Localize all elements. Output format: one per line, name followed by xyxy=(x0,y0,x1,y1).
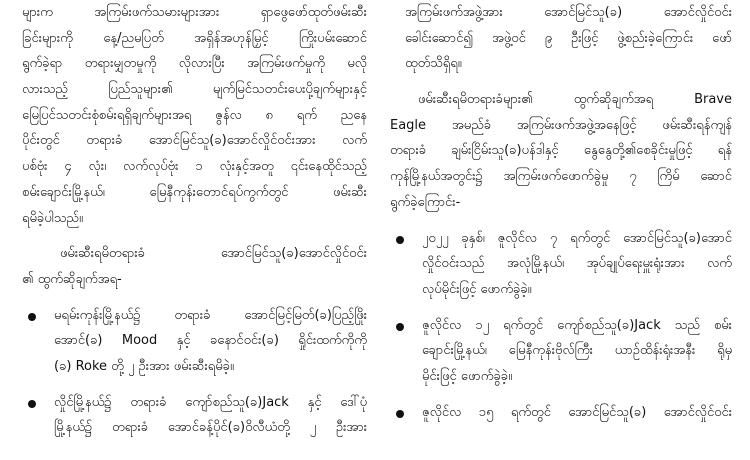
body-line: ကုန်မြို့နယ်အတွင်း၌ အကြမ်းဖက်ဖောက်ခွဲမှု ၇ ကြိမ် ဆောင် xyxy=(390,169,732,185)
bullet-line: မရမ်းကုန်းမြို့နယ်၌ တရားခံ အောင်မြင့်မြတ်(ခ)ပြည့်ဖြိုး xyxy=(54,307,367,323)
bullet-line: မိုင်းဖြင့် ဖောက်ခွဲခဲ့။ xyxy=(422,368,513,384)
body-line: ခြင်းများကို နေ့/ညမပြတ် အရှိန်အဟုန်မြှင့် ကြိုးပမ်းဆောင် xyxy=(22,30,367,46)
bullet-line: ဇူလိုင်လ ၁၂ ရက်တွင် ကျော်စည်သူ(ခ)Jack သည် စမ်း xyxy=(422,317,732,333)
body-line: ရွက်ခဲ့ကြောင်း- xyxy=(390,194,461,210)
paragraph-gap xyxy=(22,380,367,390)
body-line: ၏ ထွက်ဆိုချက်အရ- xyxy=(22,271,122,287)
bullet-line: ချောင်းမြို့နယ်၊ မြေနီကုန်းဗိုလ်ကြီး ယာဉ်ထိန်းရုံးအနီး ရိုမှ xyxy=(422,343,732,359)
body-line: ထုတ်သိရှိရ။ xyxy=(405,56,462,72)
left-column xyxy=(22,0,367,441)
paragraph-gap xyxy=(390,390,732,400)
right-column xyxy=(390,0,732,425)
bullet-line: လုပ်မိုင်းဖြင့် ဖောက်ခွဲခဲ့။ xyxy=(422,281,532,297)
paragraph-gap xyxy=(390,303,732,313)
body-line: ပစ်ဗုံး ၄ လုံး၊ လက်လုပ်ဗုံး ၁ လုံးနှင့်အတူ ၎င်းနေထိုင်သည့် xyxy=(22,159,367,175)
body-line: ဖမ်းဆီးရမိတရားခံ အောင်မြင်သူ(ခ)အောင်လှိုင်ဝင်း xyxy=(60,246,367,262)
bullet-item xyxy=(390,226,732,303)
bullet-dot-icon xyxy=(396,236,404,244)
body-line: Eagle အမည်ခံ အကြမ်းဖက်အဖွဲ့အနေဖြင့် ဖမ်းဆီးရန်ကျန် xyxy=(390,117,732,133)
bullet-dot-icon xyxy=(28,400,36,408)
paragraph-gap xyxy=(390,216,732,226)
paragraph-gap xyxy=(22,231,367,241)
body-line: ရွက်ခဲ့ရာ တရားမျှတမှုကို လိုလားပြီး အကြမ်းဖက်မှုကို မလို xyxy=(22,56,367,72)
bullet-dot-icon xyxy=(396,410,404,418)
paragraph-gap xyxy=(22,293,367,303)
body-line: လားသည့် ပြည်သူများ၏ မျက်မြင်သတင်းပေးပို့ချက်များနှင့် xyxy=(22,82,367,98)
bullet-line: မြို့နယ်၌ တရားခံ အောင်ခန့်ပိုင်(ခ)ဝိလီယံတို့ ၂ ဦးအား xyxy=(54,420,367,436)
bullet-line: ဇူလိုင်လ ၁၅ ရက်တွင် အောင်မြင်သူ(ခ) အောင်လှိုင်ဝင်း xyxy=(422,404,732,420)
bullet-item xyxy=(22,303,367,380)
body-line: အကြမ်းဖက်အဖွဲ့အား အောင်မြင်သူ(ခ) အောင်လှိုင်ဝင်း xyxy=(405,5,732,20)
body-line: မြေပြင်သတင်းစုံစမ်းရရှိချက်များအရ ဇွန်လ ၈ ရက် ညနေ xyxy=(22,107,367,123)
bullet-line: အောင်(ခ) Mood နှင့် ခနောင်ဝင်း(ခ) ရှိုင်းထက်ကိုကို xyxy=(54,333,367,349)
bullet-line: လှိုင်မြို့နယ်၌ တရားခံ ကျော်စည်သူ(ခ)Jack နှင့် ဒေါ်ပုံ xyxy=(54,394,367,410)
bullet-dot-icon xyxy=(28,313,36,321)
bullet-dot-icon xyxy=(396,323,404,331)
body-line: ရမိခဲ့ပါသည်။ xyxy=(22,210,83,226)
body-line: ဖမ်းဆီးရမိတရားခံများ၏ ထွက်ဆိုချက်အရ Brave xyxy=(418,92,732,108)
paragraph-gap xyxy=(390,77,732,87)
bullet-line: (ခ) Roke တို့ ၂ ဦးအား ဖမ်းဆီးရမိခဲ့။ xyxy=(54,358,234,374)
body-line: တရားခံ ချမ်းငြိမ်းသူ(ခ)ပန်ဒါနှင့် နွေနွေတို့၏စေခိုင်းမှုဖြင့် ရန် xyxy=(390,143,732,159)
body-line: စမ်းချောင်းမြို့နယ်၊ မြေနီကုန်းတောင်ရပ်ကွက်တွင် ဖမ်းဆီး xyxy=(22,184,367,200)
bullet-item xyxy=(390,313,732,390)
bullet-line: လှိုင်ဝင်းသည် အလုံမြို့နယ်၊ အုပ်ချုပ်ရေးမှူးရုံးအား လက် xyxy=(422,256,732,272)
body-line: များက အကြမ်းဖက်သမားများအား ရှာဖွေဖော်ထုတ်ဖမ်းဆီး xyxy=(22,5,367,20)
bullet-item xyxy=(22,390,367,441)
bullet-item xyxy=(390,400,732,426)
body-line: ခေါင်းဆောင်၍ အဖွဲ့ဝင် ၉ ဦးဖြင့် ဖွဲ့စည်းခဲ့ကြောင်း ဖော် xyxy=(405,30,732,46)
body-line: ပိုင်းတွင် တရားခံ အောင်မြင်သူ(ခ)အောင်လှိုင်ဝင်းအား လက် xyxy=(22,133,367,149)
bullet-line: ၂၀၂၂ ခုနှစ်၊ ဇူလိုင်လ ၇ ရက်တွင် အောင်မြင်သူ(ခ)အောင် xyxy=(422,230,732,246)
